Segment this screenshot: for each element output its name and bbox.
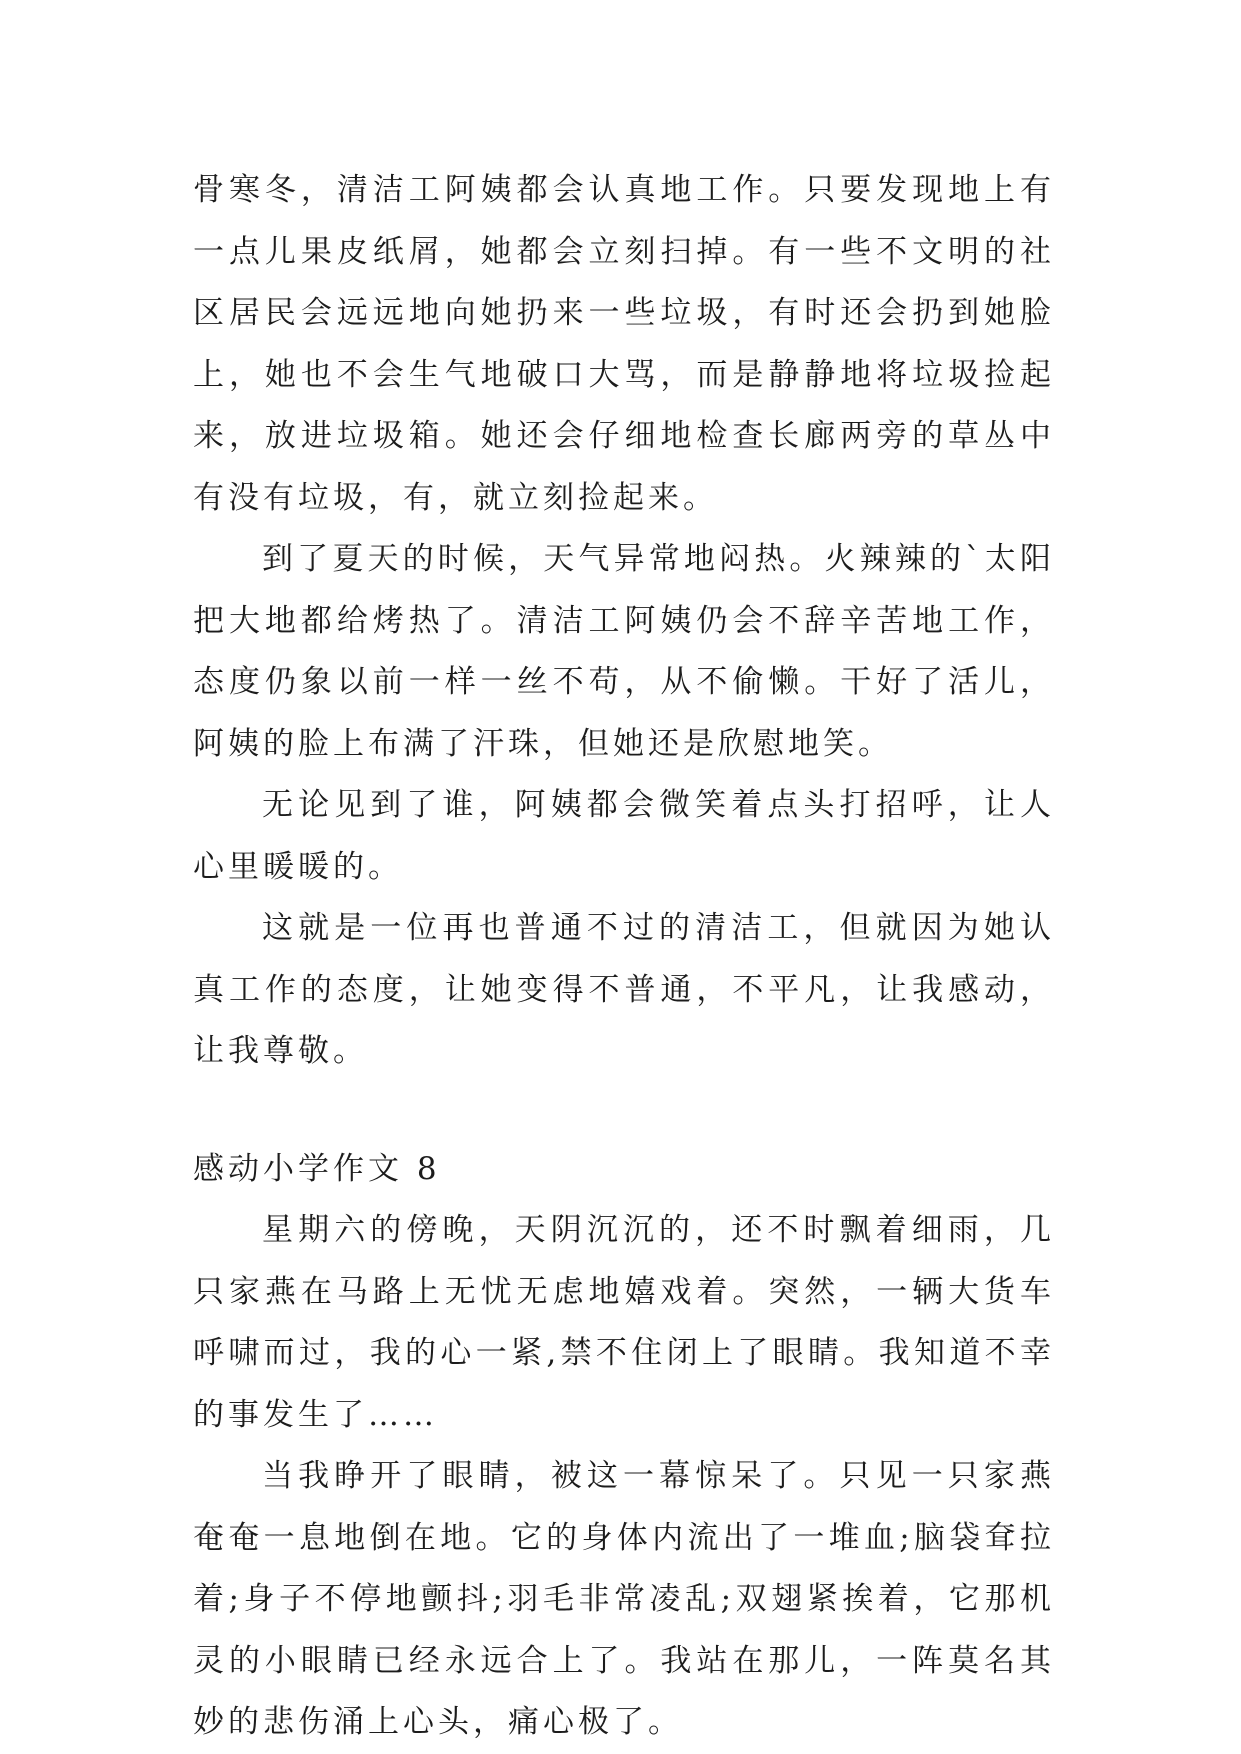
paragraph: 星期六的傍晚，天阴沉沉的，还不时飘着细雨，几只家燕在马路上无忧无虑地嬉戏着。突然，一辆大货车呼啸而过，我的心一紧,禁不住闭上了眼睛。我知道不幸的事发生了…… bbox=[193, 1212, 1055, 1433]
paragraph: 无论见到了谁，阿姨都会微笑着点头打招呼，让人心里暖暖的。 bbox=[193, 787, 1055, 885]
paragraph: 当我睁开了眼睛，被这一幕惊呆了。只见一只家燕奄奄一息地倒在地。它的身体内流出了一堆血;脑袋耷拉着;身子不停地颤抖;羽毛非常凌乱;双翅紧挨着，它那机灵的小眼睛已经永远合上了。我站在那儿，一阵莫名其妙的悲伤涌上心头，痛心极了。 bbox=[193, 1458, 1055, 1740]
paragraph: 到了夏天的时候，天气异常地闷热。火辣辣的`太阳把大地都给烤热了。清洁工阿姨仍会不辞辛苦地工作，态度仍象以前一样一丝不苟，从不偷懒。干好了活儿，阿姨的脸上布满了汗珠，但她还是欣慰地笑。 bbox=[193, 541, 1055, 762]
section-title: 感动小学作文 8 bbox=[193, 1150, 441, 1187]
document-body bbox=[193, 160, 1055, 1754]
paragraph-continued: 骨寒冬，清洁工阿姨都会认真地工作。只要发现地上有一点儿果皮纸屑，她都会立刻扫掉。有一些不文明的社区居民会远远地向她扔来一些垃圾，有时还会扔到她脸上，她也不会生气地破口大骂，而是静静地将垃圾捡起来，放进垃圾箱。她还会仔细地检查长廊两旁的草丛中有没有垃圾，有，就立刻捡起来。 bbox=[193, 172, 1055, 516]
paragraph: 这就是一位再也普通不过的清洁工，但就因为她认真工作的态度，让她变得不普通，不平凡，让我感动，让我尊敬。 bbox=[193, 910, 1055, 1069]
